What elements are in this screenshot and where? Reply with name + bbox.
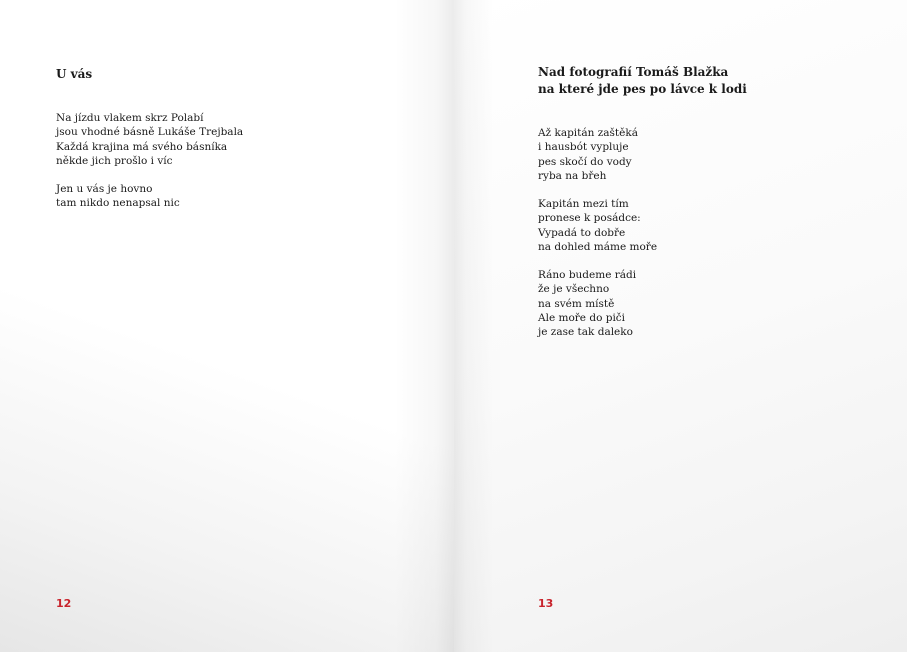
poem-stanza: [538, 126, 638, 183]
poem-title-line: Nad fotografií Tomáš Blažka: [538, 65, 729, 79]
poem-line: Vypadá to dobře: [538, 226, 626, 239]
poem-line: i hausbót vypluje: [538, 141, 629, 154]
poem-line: na dohled máme moře: [538, 240, 658, 253]
poem-title: U vás: [56, 67, 93, 81]
poem-title: [538, 64, 747, 98]
poem-line: pes skočí do vody: [538, 155, 632, 168]
poem-line: Na jízdu vlakem skrz Polabí: [56, 112, 204, 124]
poem-line: ryba na břeh: [538, 169, 607, 182]
poem-line: Až kapitán zaštěká: [538, 127, 638, 139]
poem-stanza: [538, 268, 636, 339]
page-number: 12: [56, 597, 72, 610]
poem-line: Každá krajina má svého básníka: [56, 140, 228, 153]
poem-title-line: na které jde pes po lávce k lodi: [538, 82, 747, 96]
poem-line: Ale moře do piči: [538, 311, 626, 324]
poem-line: někde jich prošlo i víc: [56, 154, 173, 167]
right-page: [454, 0, 907, 652]
poem-line: Ráno budeme rádi: [538, 269, 637, 281]
poem-line: pronese k posádce:: [538, 212, 641, 225]
poem-line: Kapitán mezi tím: [538, 198, 629, 210]
poem-stanza: [538, 197, 657, 254]
poem-line: Jen u vás je hovno: [56, 183, 153, 195]
poem-line: jsou vhodné básně Lukáše Trejbala: [56, 126, 244, 139]
page-number: 13: [538, 597, 554, 610]
poem-line: je zase tak daleko: [538, 326, 633, 339]
poem-line: že je všechno: [538, 283, 610, 296]
poem-stanza: [56, 111, 243, 168]
gutter-shadow: [394, 0, 454, 652]
poem-stanza: [56, 182, 180, 211]
poem-line: na svém místě: [538, 297, 615, 310]
poem-line: tam nikdo nenapsal nic: [56, 197, 180, 210]
gutter-shadow: [454, 0, 494, 652]
